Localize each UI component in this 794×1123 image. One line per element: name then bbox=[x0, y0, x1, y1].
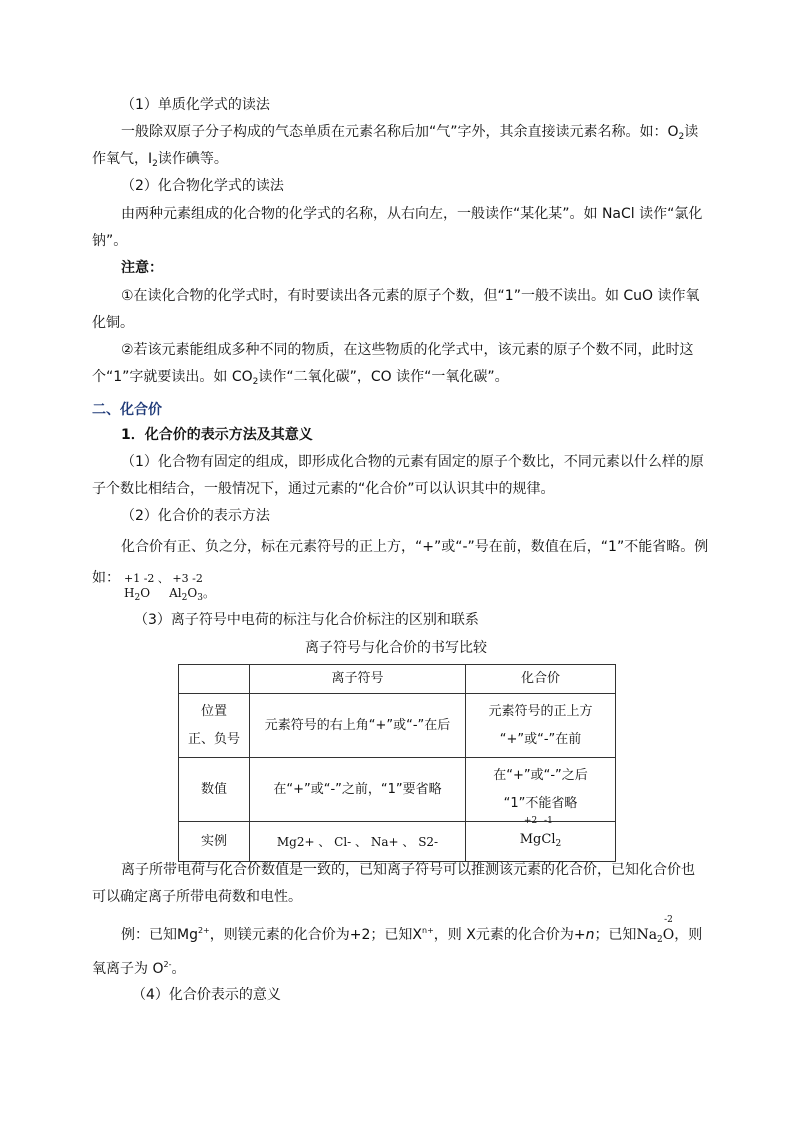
paragraph-line: 化铜。 bbox=[92, 315, 134, 331]
formula-al2o3: $Al_2O_3$。 bbox=[169, 586, 215, 603]
table-cell bbox=[466, 815, 616, 862]
text: 一般除双原子分子构成的气态单质在元素名称后加“气”字外，其余直接读元素名称。如：O bbox=[121, 124, 679, 140]
text: ，则镁元素的化合价为+2；已知X bbox=[209, 927, 422, 943]
variable-n: n bbox=[585, 927, 595, 943]
table-cell: 元素符号的正上方 “+”或“-”在前 bbox=[466, 694, 616, 758]
text: 氧离子为 O bbox=[92, 961, 164, 977]
table-header: 化合价 bbox=[466, 665, 616, 694]
text: 例：已知Mg bbox=[121, 927, 198, 943]
paragraph-line: 钠”。 bbox=[92, 233, 128, 249]
subscript: 2 bbox=[678, 132, 685, 142]
subscript: 2 bbox=[252, 377, 259, 387]
subscript: 2 bbox=[555, 838, 562, 849]
paragraph-line bbox=[121, 915, 703, 950]
paragraph-line: 由两种元素组成的化合物的化学式的名称，从右向左，一般读作“某化某”。如 NaCl 读作“氯化 bbox=[121, 206, 703, 222]
text: 。 bbox=[171, 961, 186, 977]
heading-3: （2）化合价的表示方法 bbox=[121, 508, 270, 524]
text: ；已知 bbox=[594, 927, 637, 943]
formula-na2o: $Na_2$ -2 O bbox=[636, 915, 675, 945]
formula-examples bbox=[124, 586, 215, 605]
paragraph-line: 子个数比相结合，一般情况下，通过元素的“化合价”可以认识其中的规律。 bbox=[92, 481, 555, 497]
text: 读作“二氧化碳”，CO 读作“一氧化碳”。 bbox=[258, 369, 509, 385]
paragraph-line: 可以确定离子所带电荷数和电性。 bbox=[92, 889, 302, 905]
heading-5: （4）化合价表示的意义 bbox=[132, 987, 281, 1003]
heading-1: （1）单质化学式的读法 bbox=[121, 97, 270, 113]
superscript: n+ bbox=[422, 926, 434, 935]
table-title: 离子符号与化合价的书写比较 bbox=[305, 640, 487, 656]
superscript: 2- bbox=[163, 960, 172, 969]
paragraph-line bbox=[92, 955, 185, 979]
text: 作氧气，I bbox=[92, 151, 153, 167]
table-row bbox=[179, 665, 616, 694]
table-cell: 元素符号的右上角“+”或“-”在后 bbox=[250, 694, 466, 758]
text: 读 bbox=[684, 124, 699, 140]
paragraph-line bbox=[121, 122, 698, 147]
text: ，则 X元素的化合价为+ bbox=[433, 927, 586, 943]
table-cell: 在“+”或“-”之前，“1”要省略 bbox=[250, 758, 466, 822]
formula-h2o: $H_2O$ bbox=[124, 586, 151, 603]
section-title: 二、化合价 bbox=[92, 402, 162, 418]
table-row bbox=[179, 822, 616, 862]
table-header: 离子符号 bbox=[250, 665, 466, 694]
paragraph-line: 如： bbox=[92, 570, 120, 586]
table-cell bbox=[179, 665, 250, 694]
table-row bbox=[179, 694, 616, 758]
text: 读作碘等。 bbox=[157, 151, 228, 167]
row-label: 数值 bbox=[179, 758, 250, 822]
superscript: 2+ bbox=[197, 926, 210, 935]
paragraph-line: 化合价有正、负之分，标在元素符号的正上方，“+”或“-”号在前，数值在后，“1”不能省略。例 bbox=[121, 539, 709, 555]
comparison-table bbox=[178, 664, 616, 862]
row-label: 位置 正、负号 bbox=[179, 694, 250, 758]
table-row bbox=[179, 758, 616, 822]
paragraph-line bbox=[92, 367, 509, 392]
paragraph-line: （1）化合物有固定的组成，即形成化合物的元素有固定的原子个数比，不同元素以什么样的原 bbox=[121, 454, 704, 470]
heading-4: （3）离子符号中电荷的标注与化合价标注的区别和联系 bbox=[134, 612, 479, 628]
text: ，则 bbox=[674, 927, 703, 943]
paragraph-line bbox=[92, 149, 228, 174]
row-label: 实例 bbox=[179, 822, 250, 862]
valence-mg: +2 Mg bbox=[519, 815, 542, 847]
table-cell: Mg2+ 、 Cl- 、 Na+ 、 S2- bbox=[250, 822, 466, 862]
paragraph-line: ①在读化合物的化学式时，有时要读出各元素的原子个数，但“1”一般不读出。如 CuO 读作氧 bbox=[121, 288, 700, 304]
valence-labels: +1 -2 、 +3 -2 bbox=[124, 572, 203, 585]
note-label: 注意： bbox=[121, 260, 163, 276]
table-cell: 在“+”或“-”之后 “1”不能省略 bbox=[466, 758, 616, 822]
subsection-title: 1．化合价的表示方法及其意义 bbox=[121, 427, 313, 443]
paragraph-line: 离子所带电荷与化合价数值是一致的，已知离子符号可以推测该元素的化合价，已知化合价也 bbox=[121, 862, 695, 878]
subscript: 2 bbox=[152, 159, 158, 169]
valence-cl: -1 Cl bbox=[541, 815, 556, 847]
paragraph-line: ②若该元素能组成多种不同的物质，在这些物质的化学式中，该元素的原子个数不同，此时这 bbox=[121, 342, 694, 358]
text: 个“1”字就要读出。如 CO bbox=[92, 369, 253, 385]
heading-2: （2）化合物化学式的读法 bbox=[121, 178, 284, 194]
